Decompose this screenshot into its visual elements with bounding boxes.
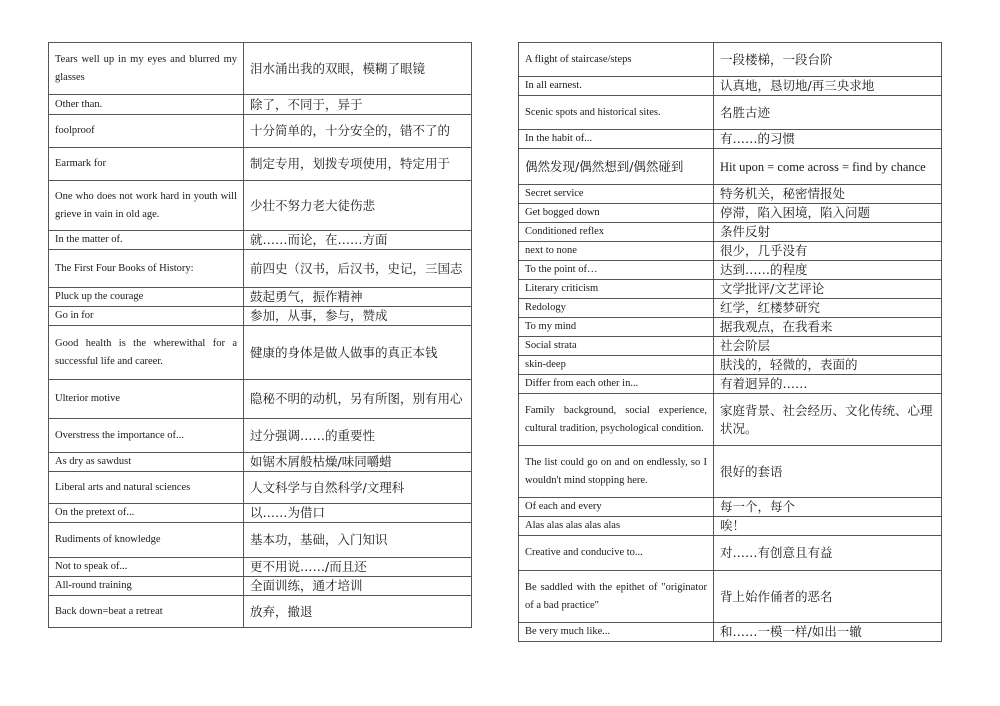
chinese-meaning-cell: 少壮不努力老大徒伤悲 [244,181,472,231]
table-row [49,95,472,115]
english-phrase-cell: Conditioned reflex [519,223,714,242]
english-phrase-cell: The First Four Books of History: [49,250,244,288]
chinese-meaning-cell: 放弃，撤退 [244,596,472,628]
table-row [49,419,472,453]
chinese-meaning-cell: 泪水涌出我的双眼，模糊了眼镜 [244,43,472,95]
chinese-meaning-cell: 条件反射 [714,223,942,242]
table-row [519,149,942,185]
chinese-meaning-cell: 达到……的程度 [714,261,942,280]
chinese-meaning-cell: 前四史（汉书，后汉书，史记，三国志 [244,250,472,288]
english-phrase-cell: next to none [519,242,714,261]
english-phrase-cell: Earmark for [49,148,244,181]
english-phrase-cell: One who does not work hard in youth will grieve in vain in old age. [49,181,244,231]
english-phrase-cell: Alas alas alas alas alas [519,517,714,536]
phrase-table-left [48,42,472,628]
table-row [49,596,472,628]
table-row [519,318,942,337]
table-row [519,43,942,77]
english-phrase-cell: Be very much like... [519,623,714,642]
table-row [519,185,942,204]
chinese-meaning-cell: 认真地，恳切地/再三央求地 [714,77,942,96]
chinese-meaning-cell: 有……的习惯 [714,130,942,149]
english-phrase-cell: To my mind [519,318,714,337]
table-row [519,571,942,623]
table-row [49,148,472,181]
chinese-meaning-cell: 很好的套语 [714,446,942,498]
chinese-meaning-cell: 基本功，基础，入门知识 [244,523,472,558]
table-row [49,453,472,472]
phrase-table-right-body [519,43,942,642]
table-row [49,115,472,148]
table-row [519,623,942,642]
english-phrase-cell: In the matter of. [49,231,244,250]
table-row [519,280,942,299]
table-row [519,498,942,517]
chinese-meaning-cell: 有着迥异的…… [714,375,942,394]
english-phrase-cell: To the point of… [519,261,714,280]
table-row [519,375,942,394]
english-phrase-cell: Go in for [49,307,244,326]
chinese-meaning-cell: 对……有创意且有益 [714,536,942,571]
table-row [519,337,942,356]
table-row [49,231,472,250]
chinese-meaning-cell: 人文科学与自然科学/文理科 [244,472,472,504]
table-row [49,288,472,307]
chinese-meaning-cell: 参加，从事，参与，赞成 [244,307,472,326]
chinese-meaning-cell: 唉！ [714,517,942,536]
english-phrase-cell: Get bogged down [519,204,714,223]
english-phrase-cell: Scenic spots and historical sites. [519,96,714,130]
chinese-meaning-cell: 过分强调……的重要性 [244,419,472,453]
english-phrase-cell: A flight of staircase/steps [519,43,714,77]
english-phrase-cell: In all earnest. [519,77,714,96]
english-phrase-cell: Rudiments of knowledge [49,523,244,558]
table-row [519,96,942,130]
table-row [49,43,472,95]
english-phrase-cell: Of each and every [519,498,714,517]
english-phrase-cell: On the pretext of... [49,504,244,523]
table-row [49,307,472,326]
english-phrase-cell: Good health is the wherewithal for a successful life and career. [49,326,244,380]
english-phrase-cell: Overstress the importance of... [49,419,244,453]
chinese-meaning-cell: 除了，不同于，异于 [244,95,472,115]
english-phrase-cell: Literary criticism [519,280,714,299]
table-row [519,536,942,571]
english-phrase-cell: Tears well up in my eyes and blurred my glasses [49,43,244,95]
table-row [49,181,472,231]
chinese-meaning-cell: 隐秘不明的动机，另有所图，别有用心 [244,380,472,419]
chinese-meaning-cell: 文学批评/文艺评论 [714,280,942,299]
phrase-table-left-body [49,43,472,628]
table-row [49,472,472,504]
english-phrase-cell: All-round training [49,577,244,596]
chinese-meaning-cell: 红学，红楼梦研究 [714,299,942,318]
phrase-table-right [518,42,942,642]
table-row [49,250,472,288]
chinese-meaning-cell: 据我观点，在我看来 [714,318,942,337]
chinese-meaning-cell: 停滞，陷入困境，陷入问题 [714,204,942,223]
table-row [49,523,472,558]
table-row [519,77,942,96]
table-row [49,326,472,380]
chinese-meaning-cell: 名胜古迹 [714,96,942,130]
table-row [519,356,942,375]
table-row [519,517,942,536]
english-phrase-cell: Family background, social experience, cultural tradition, psychological condition. [519,394,714,446]
table-row [519,223,942,242]
table-row [519,242,942,261]
chinese-meaning-cell: 社会阶层 [714,337,942,356]
english-phrase-cell: Not to speak of... [49,558,244,577]
english-phrase-cell: Other than. [49,95,244,115]
table-row [519,204,942,223]
table-row [49,558,472,577]
english-phrase-cell: skin-deep [519,356,714,375]
english-phrase-cell: The list could go on and on endlessly, so I wouldn't mind stopping here. [519,446,714,498]
table-row [49,504,472,523]
table-row [519,446,942,498]
chinese-meaning-cell: 很少，几乎没有 [714,242,942,261]
table-row [519,130,942,149]
chinese-meaning-cell: 健康的身体是做人做事的真正本钱 [244,326,472,380]
english-phrase-cell: Liberal arts and natural sciences [49,472,244,504]
chinese-meaning-cell: Hit upon = come across = find by chance [714,149,942,185]
chinese-meaning-cell: 更不用说……/而且还 [244,558,472,577]
english-phrase-cell: Ulterior motive [49,380,244,419]
table-row [49,577,472,596]
table-row [519,394,942,446]
table-row [519,261,942,280]
chinese-meaning-cell: 一段楼梯，一段台阶 [714,43,942,77]
english-phrase-cell: Redology [519,299,714,318]
chinese-meaning-cell: 和……一模一样/如出一辙 [714,623,942,642]
english-phrase-cell: As dry as sawdust [49,453,244,472]
english-phrase-cell: Be saddled with the epithet of "originator of a bad practice" [519,571,714,623]
table-row [519,299,942,318]
chinese-meaning-cell: 制定专用，划拨专项使用，特定用于 [244,148,472,181]
chinese-meaning-cell: 全面训练，通才培训 [244,577,472,596]
english-phrase-cell: 偶然发现/偶然想到/偶然碰到 [519,149,714,185]
chinese-meaning-cell: 特务机关，秘密情报处 [714,185,942,204]
english-phrase-cell: Social strata [519,337,714,356]
english-phrase-cell: foolproof [49,115,244,148]
chinese-meaning-cell: 背上始作俑者的恶名 [714,571,942,623]
chinese-meaning-cell: 家庭背景、社会经历、文化传统、心理状况。 [714,394,942,446]
chinese-meaning-cell: 鼓起勇气，振作精神 [244,288,472,307]
english-phrase-cell: In the habit of... [519,130,714,149]
english-phrase-cell: Secret service [519,185,714,204]
chinese-meaning-cell: 每一个，每个 [714,498,942,517]
chinese-meaning-cell: 如锯木屑般枯燥/味同嚼蜡 [244,453,472,472]
english-phrase-cell: Pluck up the courage [49,288,244,307]
table-row [49,380,472,419]
chinese-meaning-cell: 以……为借口 [244,504,472,523]
chinese-meaning-cell: 十分简单的，十分安全的，错不了的 [244,115,472,148]
english-phrase-cell: Differ from each other in... [519,375,714,394]
chinese-meaning-cell: 就……而论，在……方面 [244,231,472,250]
chinese-meaning-cell: 肤浅的，轻微的，表面的 [714,356,942,375]
english-phrase-cell: Back down=beat a retreat [49,596,244,628]
english-phrase-cell: Creative and conducive to... [519,536,714,571]
